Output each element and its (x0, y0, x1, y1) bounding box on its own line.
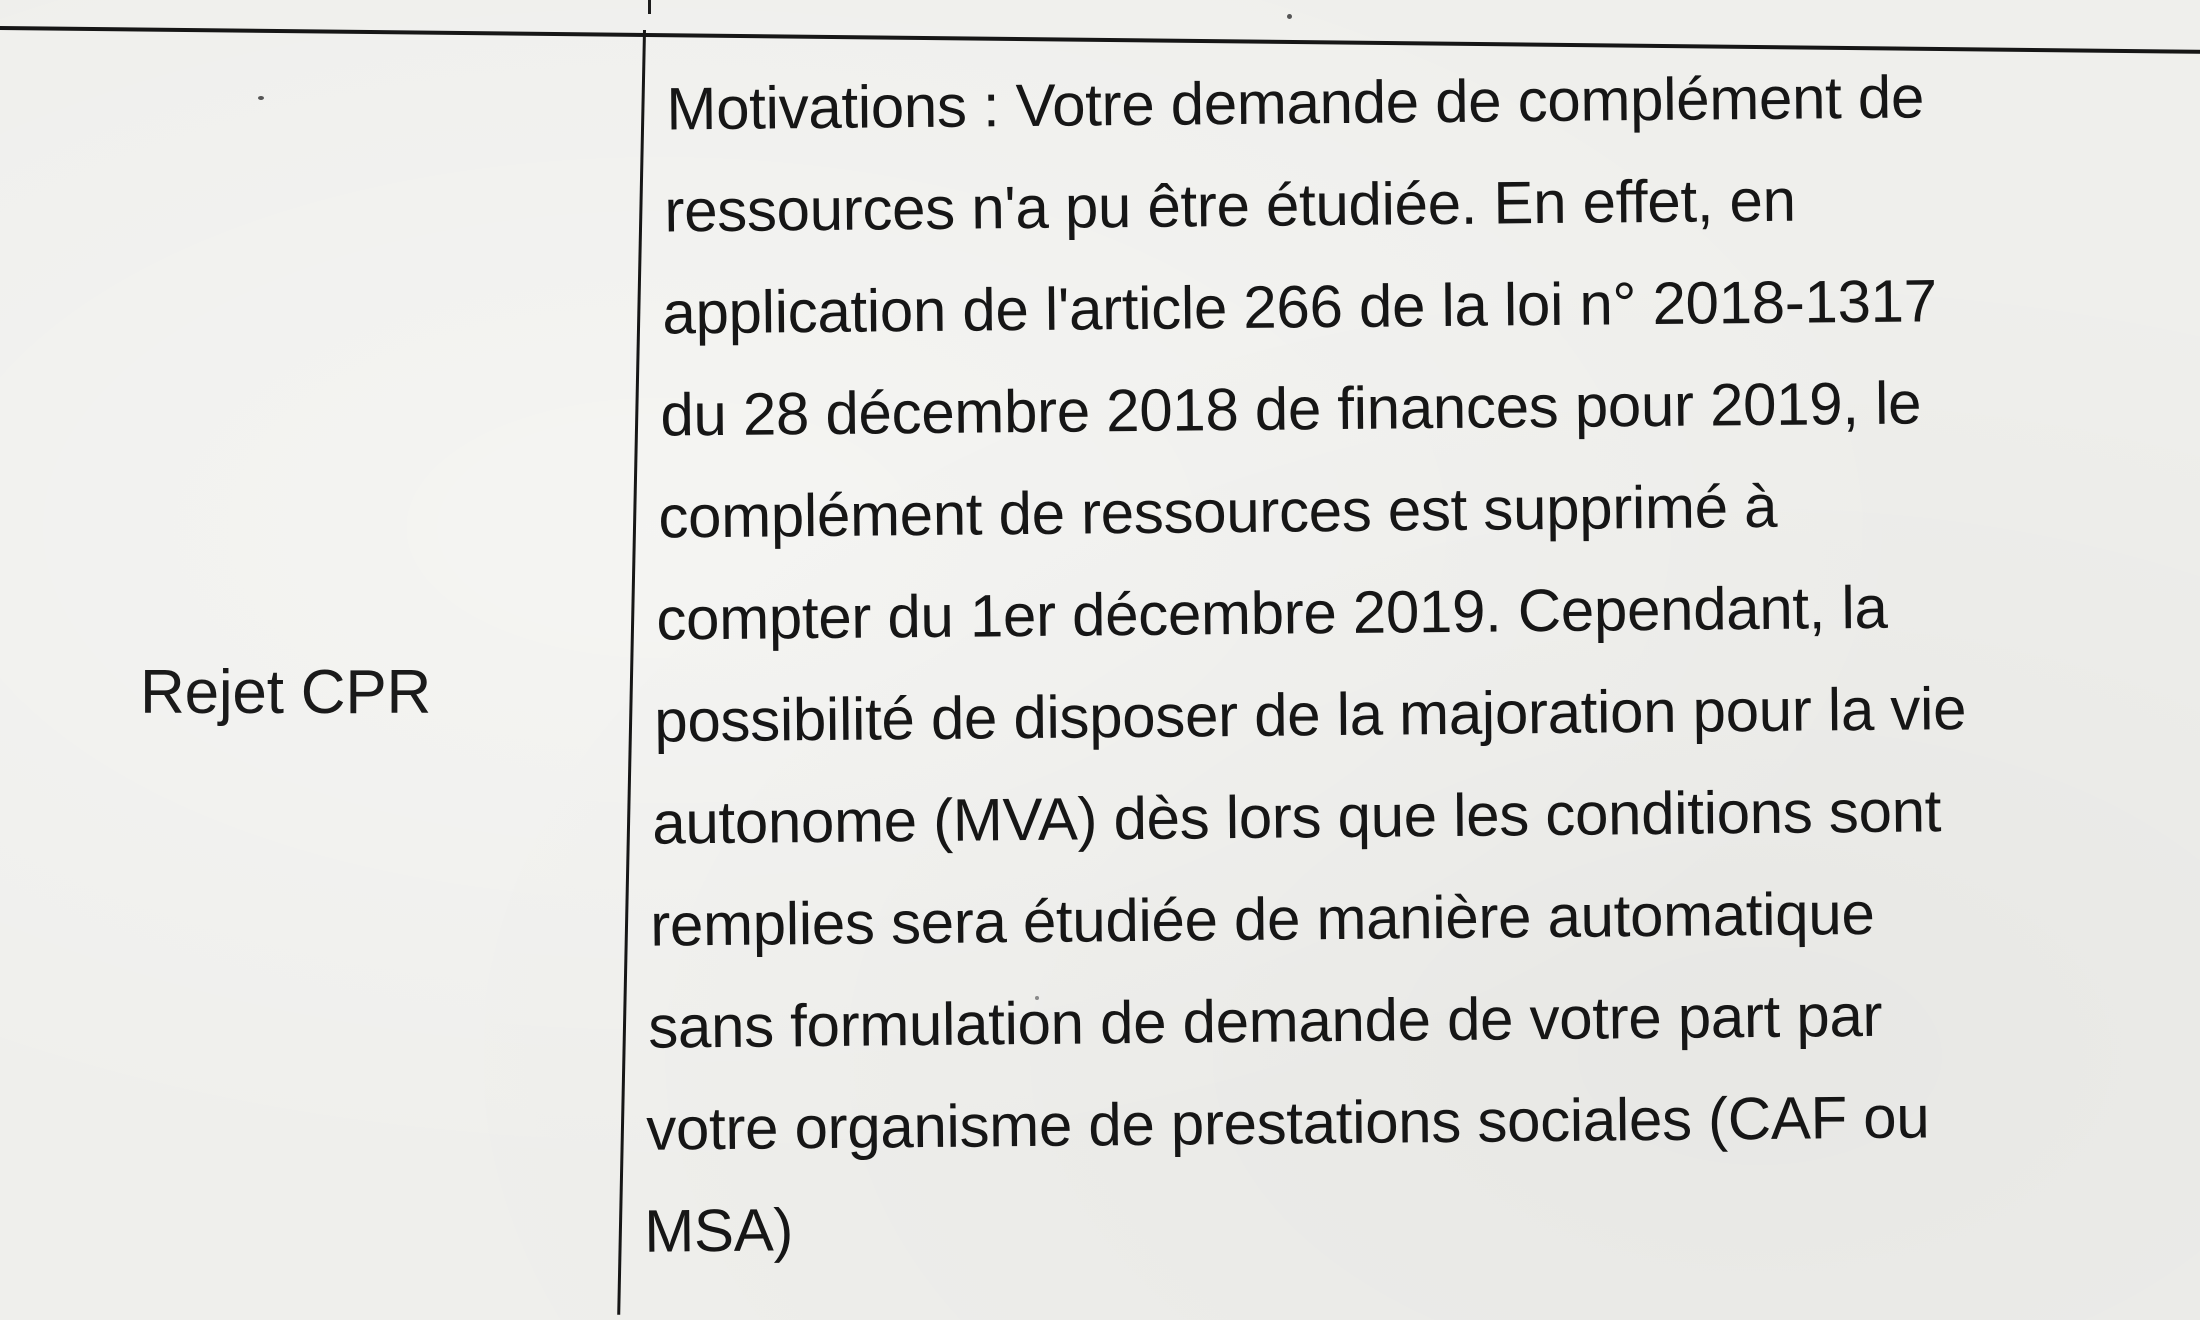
table-cell-motivations (610, 60, 2200, 1300)
decision-label: Rejet CPR (140, 658, 432, 727)
motivations-line: autonome (MVA) dès lors que les conditions sont (652, 777, 1942, 857)
motivations-line: MSA) (643, 1196, 794, 1265)
scan-speck (1287, 14, 1292, 19)
table-cell-decision (0, 32, 600, 1320)
table-top-stub (648, 0, 651, 14)
motivations-paragraph (610, 45, 2200, 1300)
motivations-line: complément de ressources est supprimé à (658, 472, 1778, 551)
motivations-line: possibilité de disposer de la majoration pour la vie (654, 675, 1967, 755)
motivations-line: du 28 décembre 2018 de finances pour 2019, le (660, 369, 1922, 449)
motivations-line: ressources n'a pu être étudiée. En effet, en (664, 166, 1796, 245)
motivations-line: Motivations : Votre demande de complément de (666, 63, 1925, 143)
motivations-line: application de l'article 266 de la loi n° 2018-1317 (662, 267, 1938, 347)
motivations-line: remplies sera étudiée de manière automatique (649, 879, 1875, 959)
motivations-line: votre organisme de prestations sociales (CAF ou (645, 1083, 1930, 1163)
motivations-line: sans formulation de demande de votre part par (647, 981, 1883, 1061)
motivations-line: compter du 1er décembre 2019. Cependant, la (656, 573, 1888, 653)
